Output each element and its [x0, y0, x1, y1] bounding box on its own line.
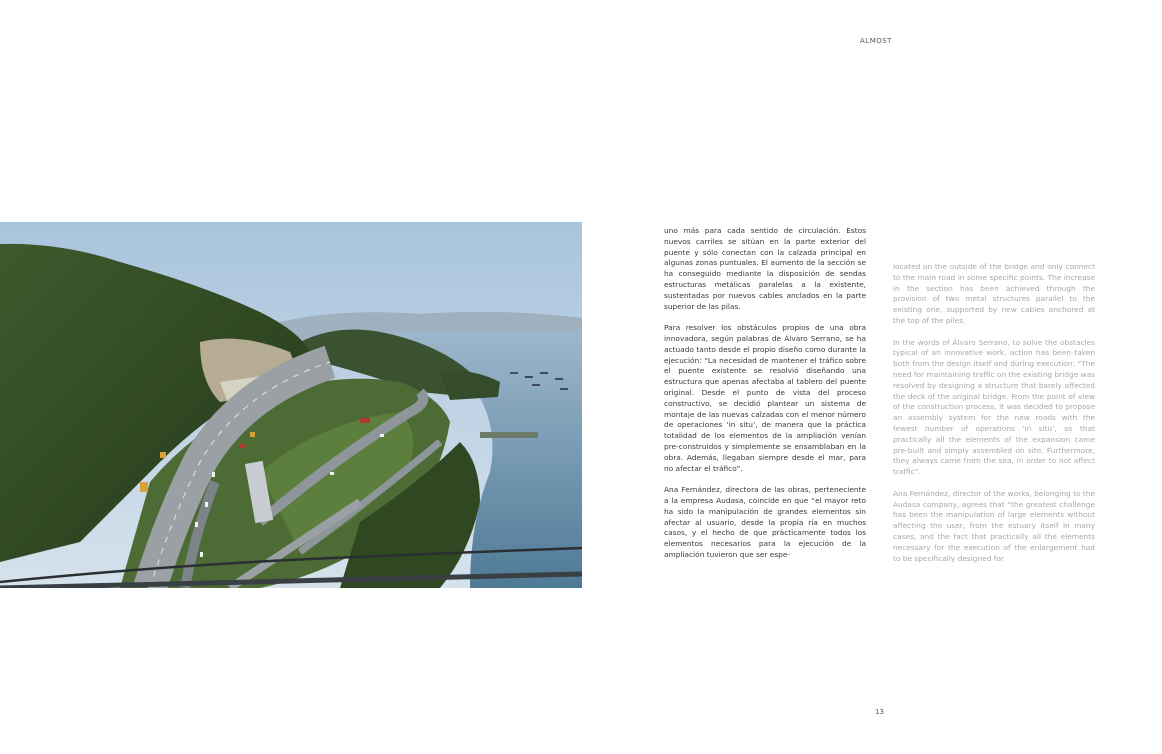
highway-bridge-photo	[0, 222, 582, 588]
spanish-paragraph-2: Para resolver los obstáculos propios de una obra innovadora, según palabras de Álvaro Serrano, se ha actuado tanto desde el propio diseño como durante la ejecución: “La necesidad de mantener el tráfico sobre el puente existente se resolvió diseñando una estructura que apenas afectaba al tablero del puente original. Desde el punto de vista del proceso constructivo, se decidió plantear un sistema de montaje de las nuevas calzadas con el menor número de operaciones ‘in situ’, de manera que la práctica totalidad de los elementos de la ampliación venían pre-construidos y simplemente se ensamblaban en la obra. Además, llegaban siempre desde el mar, para no afectar el tráfico”.	[664, 323, 866, 473]
running-header: ALMOST	[860, 37, 892, 45]
spanish-text-column	[664, 226, 866, 572]
english-paragraph-1: located on the outside of the bridge and only connect to the main road in some specific points. The increase in the section has been achieved through the provision of two metal structures parallel to the existing one, supported by new cables anchored at the top of the piles.	[893, 262, 1095, 325]
english-paragraph-2: In the words of Álvaro Serrano, to solve the obstacles typical of an innovative work, action has been taken both from the design itself and during execution: “The need for maintaining traffic on the existing bridge was resolved by designing a structure that barely affected the deck of the original bridge. From the point of view of the construction process, it was decided to propose an assembly system for the new roads with the fewest number of operations ‘in situ’, so that practically all the elements of the expansion came pre-built and simply assembled on site. Furthermore, they always came from the sea, in order to not affect traffic”.	[893, 337, 1095, 477]
spanish-paragraph-3: Ana Fernández, directora de las obras, perteneciente a la empresa Audasa, coincide en que “el mayor reto ha sido la manipulación de grandes elementos sin afectar al usuario, desde la propia ría en muchos casos, y el hecho de que prácticamente todos los elementos necesarios para la ejecución de la ampliación tuvieron que ser espe-	[664, 485, 866, 559]
english-text-column	[893, 262, 1095, 575]
spanish-paragraph-1: uno más para cada sentido de circulación. Estos nuevos carriles se sitúan en la parte exterior del puente y sólo conectan con la calzada principal en algunas zonas puntuales. El aumento de la sección se ha conseguido mediante la disposición de sendas estructuras metálicas paralelas a la existente, sustentadas por nuevos cables anclados en la parte superior de las pilas.	[664, 226, 866, 311]
page-number: 13	[875, 708, 884, 716]
english-paragraph-3: Ana Fernández, director of the works, belonging to the Audasa company, agrees that “the greatest challenge has been the manipulation of large elements without affecting the user, from the estuary itself in many cases, and the fact that practically all the elements necessary for the execution of the enlargement had to be specifically designed for	[893, 488, 1095, 563]
